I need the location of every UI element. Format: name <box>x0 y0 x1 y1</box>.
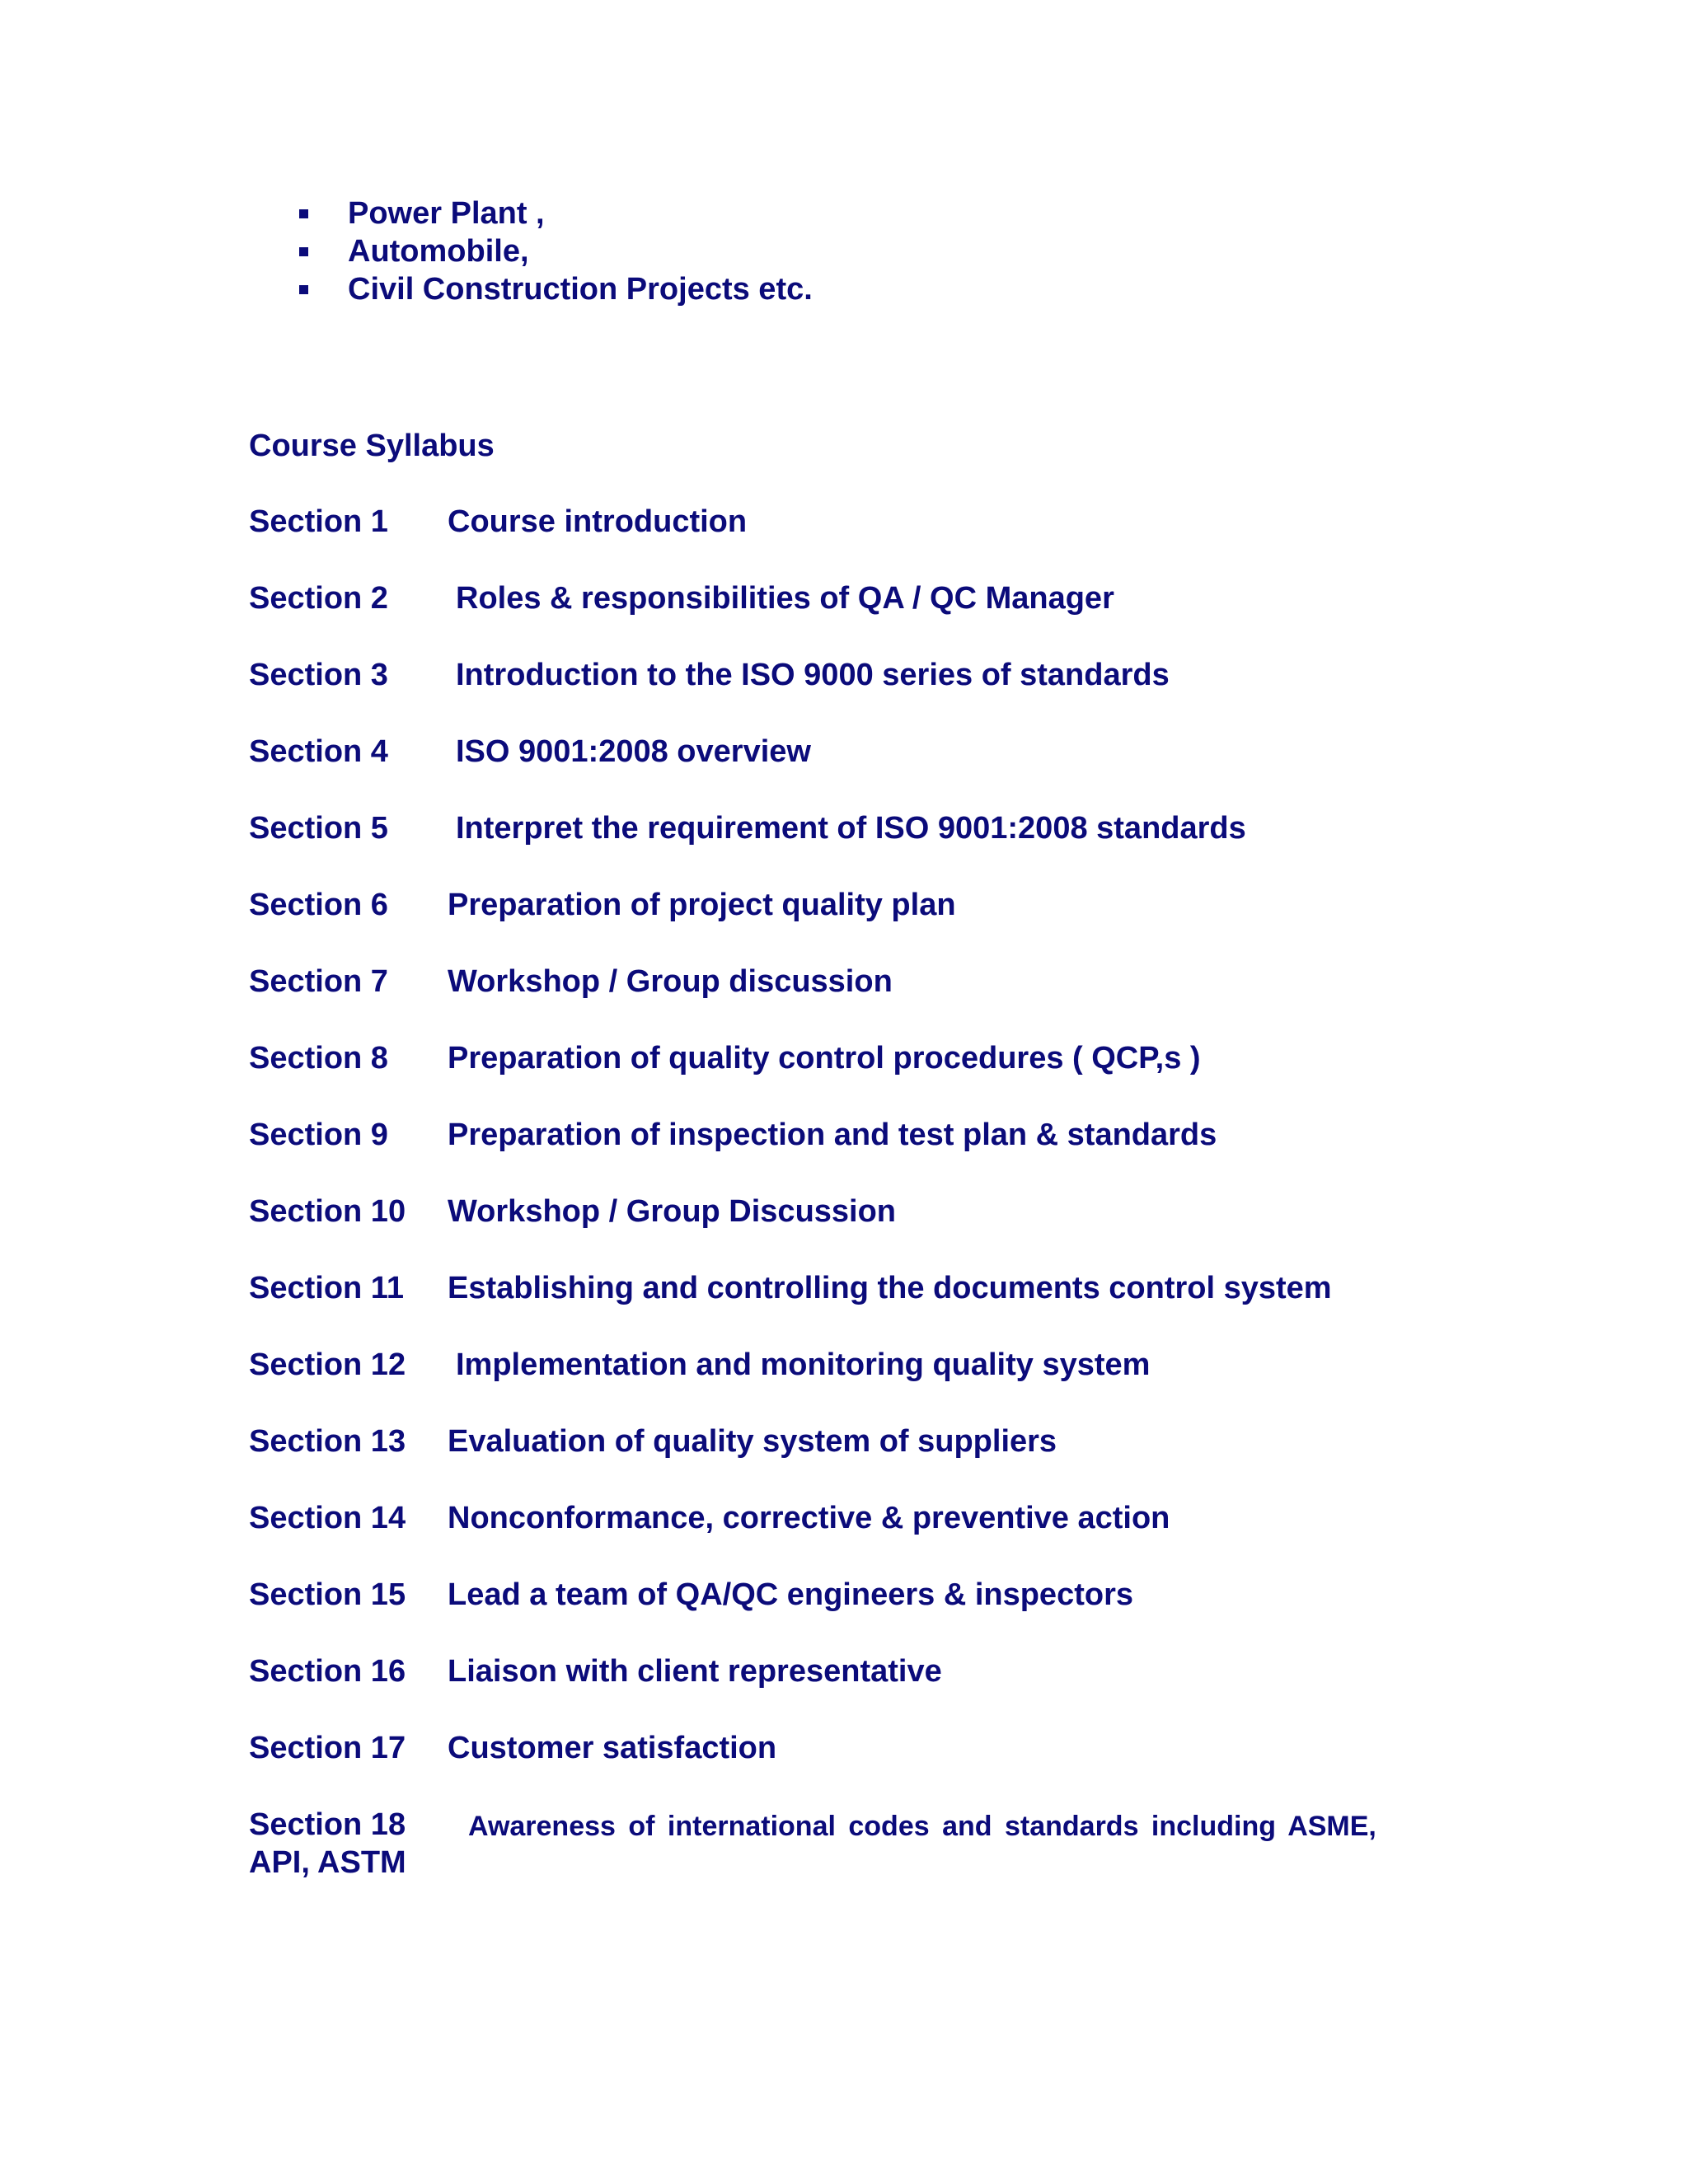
list-item-text: Automobile, <box>348 234 529 269</box>
section-label: Section 7 <box>249 964 388 999</box>
syllabus-row <box>249 654 1452 731</box>
square-bullet-icon <box>299 209 308 218</box>
section-title: Workshop / Group Discussion <box>448 1194 897 1229</box>
section-title: Lead a team of QA/QC engineers & inspectors <box>448 1577 1133 1612</box>
section-label: Section 17 <box>249 1731 406 1765</box>
syllabus-row <box>249 1574 1452 1651</box>
section-label: Section 16 <box>249 1654 406 1689</box>
section-title: Awareness of international codes and standards including ASME, <box>468 1811 1376 1842</box>
syllabus-row <box>249 578 1452 654</box>
section-title: Interpret the requirement of ISO 9001:2008 standards <box>456 811 1246 846</box>
syllabus-row <box>249 731 1452 808</box>
list-item <box>297 270 813 308</box>
section-label: Section 10 <box>249 1194 406 1229</box>
section-label: Section 5 <box>249 811 388 846</box>
list-item-text: Power Plant , <box>348 196 545 231</box>
syllabus-row <box>249 1114 1452 1191</box>
section-title: Introduction to the ISO 9000 series of standards <box>456 658 1170 692</box>
square-bullet-icon <box>299 247 308 256</box>
section-label: Section 1 <box>249 504 388 539</box>
section-title: ISO 9001:2008 overview <box>456 734 811 769</box>
syllabus-row <box>249 1038 1452 1114</box>
syllabus-row <box>249 1268 1452 1344</box>
syllabus-row <box>249 1344 1452 1421</box>
section-title: Implementation and monitoring quality system <box>456 1347 1151 1382</box>
section-title: Preparation of inspection and test plan & standards <box>448 1118 1217 1152</box>
section-label: Section 15 <box>249 1577 406 1612</box>
section-title: Preparation of project quality plan <box>448 888 956 922</box>
section-label: Section 9 <box>249 1118 388 1152</box>
course-syllabus-heading: Course Syllabus <box>249 429 495 463</box>
section-label: Section 18 <box>249 1807 406 1842</box>
section-title: Nonconformance, corrective & preventive action <box>448 1501 1170 1535</box>
section-title: Preparation of quality control procedures ( QCP,s ) <box>448 1041 1201 1076</box>
section-label: Section 4 <box>249 734 388 769</box>
syllabus-row <box>249 884 1452 961</box>
section-label: Section 2 <box>249 581 388 616</box>
list-item <box>297 194 813 232</box>
section-title: Evaluation of quality system of suppliers <box>448 1424 1057 1459</box>
syllabus-row <box>249 1651 1452 1727</box>
section-label: Section 11 <box>249 1271 404 1305</box>
section-title: Customer satisfaction <box>448 1731 777 1765</box>
section-label: Section 12 <box>249 1347 406 1382</box>
syllabus-row <box>249 1421 1452 1497</box>
section-title: Course introduction <box>448 504 748 539</box>
section-title: Liaison with client representative <box>448 1654 942 1689</box>
syllabus-row <box>249 501 1452 578</box>
list-item <box>297 232 813 270</box>
section-title: Roles & responsibilities of QA / QC Manager <box>456 581 1114 616</box>
section-title: Workshop / Group discussion <box>448 964 893 999</box>
syllabus-row <box>249 1804 1452 1903</box>
section-label: Section 6 <box>249 888 388 922</box>
syllabus-list <box>249 501 1452 1903</box>
section-label: Section 8 <box>249 1041 388 1076</box>
list-item-text: Civil Construction Projects etc. <box>348 272 813 307</box>
syllabus-row <box>249 1727 1452 1804</box>
syllabus-row <box>249 808 1452 884</box>
section-label: Section 14 <box>249 1501 406 1535</box>
section-title: Establishing and controlling the documents control system <box>448 1271 1332 1305</box>
syllabus-row <box>249 961 1452 1038</box>
syllabus-row <box>249 1497 1452 1574</box>
section-label: Section 3 <box>249 658 388 692</box>
section-title-continuation: API, ASTM <box>249 1845 406 1880</box>
square-bullet-icon <box>299 285 308 294</box>
section-label: Section 13 <box>249 1424 406 1459</box>
industry-bullet-list <box>297 194 813 308</box>
syllabus-row <box>249 1191 1452 1268</box>
